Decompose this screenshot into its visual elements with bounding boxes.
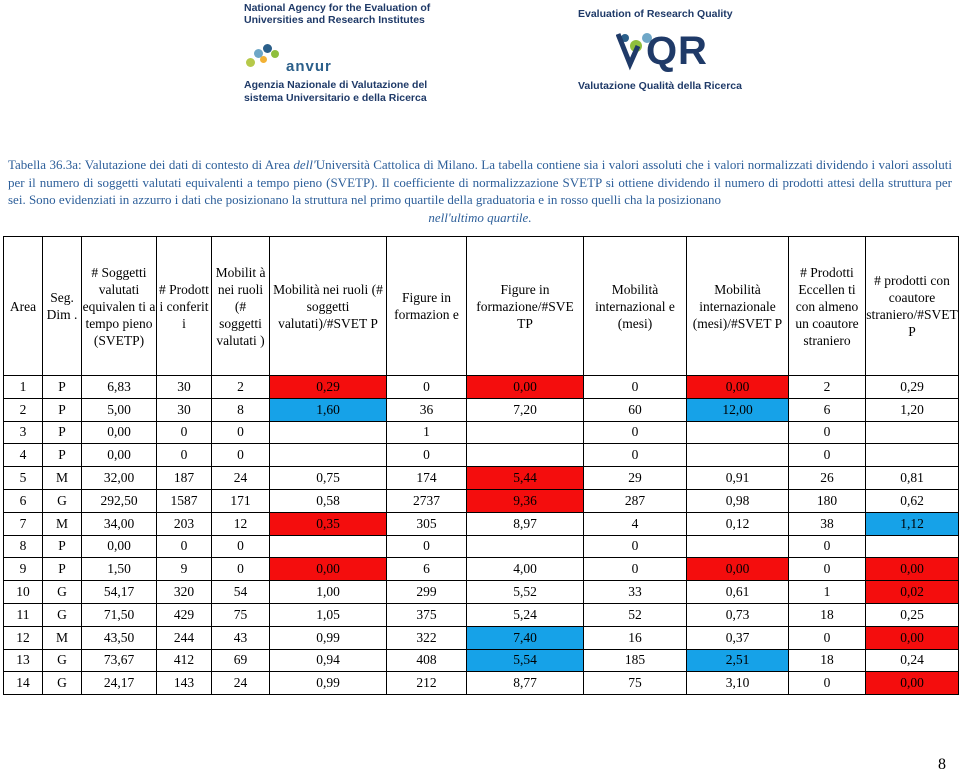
table-cell: 4,00 — [467, 558, 584, 581]
table-cell: P — [43, 558, 82, 581]
table-row — [4, 581, 959, 604]
column-header: Mobilit à nei ruoli (# soggetti valutati ) — [212, 237, 270, 376]
table-cell: 0 — [212, 558, 270, 581]
table-cell: 5 — [4, 467, 43, 490]
table-header-row — [4, 237, 959, 376]
table-cell: 0 — [789, 444, 866, 467]
column-header: Area — [4, 237, 43, 376]
table-cell: G — [43, 489, 82, 512]
table-cell: 0,81 — [866, 467, 959, 490]
caption-text-2: Università Cattolica di Milano. La tabella contiene sia i valori assoluti che i valori normalizzati dividendo i valori assoluti per il numero di soggetti valutati equivalenti a tempo pieno (SVETP). Il coefficiente di normalizzazione SVETP si ottiene dividendo il numero di prodotti attesi della struttura per sei. Sono evidenziati in azzurro i dati che posizionano la struttura nel primo quartile della graduatoria e in rosso quelli cha la posizionano — [8, 157, 952, 207]
table-cell: 6 — [387, 558, 467, 581]
table-cell: 38 — [789, 512, 866, 535]
table-cell: 1,05 — [270, 603, 387, 626]
table-cell: 0 — [212, 444, 270, 467]
table-cell: 0 — [584, 376, 687, 399]
table-cell: 24 — [212, 672, 270, 695]
column-header: Seg. Dim . — [43, 237, 82, 376]
anvur-logo — [244, 2, 444, 104]
table-cell: 2,51 — [687, 649, 789, 672]
table-cell: 0,75 — [270, 467, 387, 490]
table-caption — [8, 156, 952, 226]
table-cell: 6 — [789, 398, 866, 421]
table-cell — [467, 535, 584, 558]
table-cell — [467, 444, 584, 467]
page-number: 8 — [938, 756, 946, 773]
table-cell — [270, 535, 387, 558]
table-cell: 7 — [4, 512, 43, 535]
table-cell: 1 — [4, 376, 43, 399]
table-cell: 171 — [212, 489, 270, 512]
table-row — [4, 535, 959, 558]
table-cell: 29 — [584, 467, 687, 490]
svg-text:R: R — [678, 29, 707, 72]
table-cell: G — [43, 581, 82, 604]
table-row — [4, 421, 959, 444]
table-cell: 1,12 — [866, 512, 959, 535]
table-cell: 71,50 — [82, 603, 157, 626]
table-cell — [866, 444, 959, 467]
column-header: Mobilità internazional e (mesi) — [584, 237, 687, 376]
table-cell: M — [43, 512, 82, 535]
table-row — [4, 467, 959, 490]
table-cell: 0,00 — [866, 672, 959, 695]
table-cell: 0,29 — [866, 376, 959, 399]
table-cell — [687, 535, 789, 558]
table-cell: 0 — [584, 535, 687, 558]
table-cell: 54,17 — [82, 581, 157, 604]
table-cell: 0,91 — [687, 467, 789, 490]
table-cell: 0 — [212, 535, 270, 558]
table-cell: 408 — [387, 649, 467, 672]
table-cell: 6,83 — [82, 376, 157, 399]
table-cell: G — [43, 649, 82, 672]
table-cell: 1587 — [157, 489, 212, 512]
table-cell — [866, 535, 959, 558]
table-cell: P — [43, 398, 82, 421]
table-row — [4, 626, 959, 649]
table-cell — [687, 444, 789, 467]
vqr-mark-icon — [616, 24, 726, 72]
table-cell: 75 — [584, 672, 687, 695]
table-cell: 0 — [789, 626, 866, 649]
table-row — [4, 649, 959, 672]
anvur-dots-icon — [244, 44, 284, 68]
table-cell: 0 — [789, 421, 866, 444]
table-cell: 3,10 — [687, 672, 789, 695]
table-cell: 203 — [157, 512, 212, 535]
table-cell: 7,20 — [467, 398, 584, 421]
caption-italic-2: nell'ultimo quartile. — [428, 209, 532, 225]
agency-name-it-line2: sistema Universitario e della Ricerca — [244, 92, 427, 104]
table-cell: 322 — [387, 626, 467, 649]
table-cell: P — [43, 376, 82, 399]
table-cell: 0,00 — [687, 558, 789, 581]
anvur-brand — [244, 36, 444, 75]
table-cell: 0 — [387, 376, 467, 399]
table-cell: 0 — [387, 444, 467, 467]
table-cell: M — [43, 626, 82, 649]
table-cell: 0 — [157, 535, 212, 558]
table-cell: 32,00 — [82, 467, 157, 490]
table-cell: 1 — [387, 421, 467, 444]
table-cell: 180 — [789, 489, 866, 512]
table-cell: 0 — [212, 421, 270, 444]
table-cell: 33 — [584, 581, 687, 604]
table-cell: 8,97 — [467, 512, 584, 535]
table-cell — [866, 421, 959, 444]
table-cell: 8 — [212, 398, 270, 421]
table-cell: 8 — [4, 535, 43, 558]
column-header: # Prodotti Eccellen ti con almeno un coautore straniero — [789, 237, 866, 376]
table-cell: P — [43, 444, 82, 467]
table-row — [4, 672, 959, 695]
vqr-brand — [616, 24, 748, 72]
vqr-logo — [578, 8, 748, 92]
table-cell: 0 — [789, 558, 866, 581]
table-cell: 0,94 — [270, 649, 387, 672]
column-header: Mobilità internazionale (mesi)/#SVET P — [687, 237, 789, 376]
table-body — [4, 376, 959, 695]
table-cell: 11 — [4, 603, 43, 626]
table-cell: 299 — [387, 581, 467, 604]
table-cell: 292,50 — [82, 489, 157, 512]
table-cell: 0,61 — [687, 581, 789, 604]
table-cell: 0 — [789, 672, 866, 695]
table-cell: 0,00 — [687, 376, 789, 399]
caption-text-1: Tabella 36.3a: Valutazione dei dati di contesto di Area — [8, 157, 294, 172]
table-row — [4, 603, 959, 626]
table-cell: 9 — [157, 558, 212, 581]
caption-italic-1: dell' — [293, 157, 316, 172]
table-cell: 1 — [789, 581, 866, 604]
table-cell: 5,52 — [467, 581, 584, 604]
table-cell: M — [43, 467, 82, 490]
table-cell: 14 — [4, 672, 43, 695]
table-cell: 12 — [212, 512, 270, 535]
table-cell: 7,40 — [467, 626, 584, 649]
table-cell: 8,77 — [467, 672, 584, 695]
table-cell: 9 — [4, 558, 43, 581]
table-cell: 12 — [4, 626, 43, 649]
table-cell: 0 — [789, 535, 866, 558]
table-cell: 212 — [387, 672, 467, 695]
table-cell: 18 — [789, 603, 866, 626]
table-cell: 0,00 — [467, 376, 584, 399]
table-cell: 2737 — [387, 489, 467, 512]
column-header: # Soggetti valutati equivalen ti a tempo pieno (SVETP) — [82, 237, 157, 376]
table-cell: 0,00 — [82, 421, 157, 444]
table-cell: 174 — [387, 467, 467, 490]
table-cell: 30 — [157, 398, 212, 421]
table-cell: 2 — [4, 398, 43, 421]
table-cell: 43 — [212, 626, 270, 649]
table-cell: 0,00 — [82, 535, 157, 558]
table-cell: 1,00 — [270, 581, 387, 604]
table-cell: 0,02 — [866, 581, 959, 604]
table-cell: 0 — [584, 558, 687, 581]
table-cell: 4 — [4, 444, 43, 467]
table-cell: 3 — [4, 421, 43, 444]
table-cell: 0,00 — [866, 558, 959, 581]
table-cell: 0,37 — [687, 626, 789, 649]
table-cell: 0,35 — [270, 512, 387, 535]
table-cell: 4 — [584, 512, 687, 535]
table-cell — [270, 444, 387, 467]
table-cell: 52 — [584, 603, 687, 626]
table-cell: 54 — [212, 581, 270, 604]
table-cell: 187 — [157, 467, 212, 490]
context-data-table — [3, 236, 959, 695]
table-cell: 16 — [584, 626, 687, 649]
table-cell: 13 — [4, 649, 43, 672]
table-cell: 43,50 — [82, 626, 157, 649]
table-cell: 0,25 — [866, 603, 959, 626]
table-cell: 375 — [387, 603, 467, 626]
table-cell: 0,99 — [270, 626, 387, 649]
agency-name-en-line1: National Agency for the Evaluation of — [244, 2, 431, 14]
table-row — [4, 398, 959, 421]
table-cell: 305 — [387, 512, 467, 535]
table-cell: 429 — [157, 603, 212, 626]
table-cell: P — [43, 421, 82, 444]
table-cell: 36 — [387, 398, 467, 421]
column-header: # prodotti con coautore straniero/#SVET P — [866, 237, 959, 376]
table-cell: 2 — [212, 376, 270, 399]
table-cell: 0,12 — [687, 512, 789, 535]
anvur-wordmark: anvur — [286, 58, 332, 75]
evaluation-title-it: Valutazione Qualità della Ricerca — [578, 80, 742, 92]
table-cell: 143 — [157, 672, 212, 695]
table-cell: 244 — [157, 626, 212, 649]
table-cell: 287 — [584, 489, 687, 512]
table-cell: 0,62 — [866, 489, 959, 512]
table-row — [4, 512, 959, 535]
table-row — [4, 558, 959, 581]
column-header: Figure in formazione/#SVE TP — [467, 237, 584, 376]
table-cell — [687, 421, 789, 444]
table-cell: 1,50 — [82, 558, 157, 581]
table-cell: 12,00 — [687, 398, 789, 421]
svg-text:Q: Q — [646, 29, 678, 72]
table-cell: 10 — [4, 581, 43, 604]
table-cell: 0,29 — [270, 376, 387, 399]
table-cell: 26 — [789, 467, 866, 490]
table-cell: 412 — [157, 649, 212, 672]
column-header: Figure in formazion e — [387, 237, 467, 376]
agency-name-en-line2: Universities and Research Institutes — [244, 14, 425, 26]
table-cell: 5,54 — [467, 649, 584, 672]
table-cell: G — [43, 603, 82, 626]
table-cell: 6 — [4, 489, 43, 512]
table-row — [4, 376, 959, 399]
table-cell: 5,00 — [82, 398, 157, 421]
table-cell: 5,24 — [467, 603, 584, 626]
table-cell: 18 — [789, 649, 866, 672]
table-cell: 24,17 — [82, 672, 157, 695]
table-row — [4, 489, 959, 512]
table-cell: 1,60 — [270, 398, 387, 421]
table-cell: 0 — [387, 535, 467, 558]
table-cell: 0 — [584, 421, 687, 444]
agency-name-it-line1: Agenzia Nazionale di Valutazione del — [244, 79, 428, 91]
table-cell: 185 — [584, 649, 687, 672]
table-cell: 9,36 — [467, 489, 584, 512]
table-cell: 0,98 — [687, 489, 789, 512]
table-cell: 0,58 — [270, 489, 387, 512]
table-cell: 0,00 — [866, 626, 959, 649]
table-row — [4, 444, 959, 467]
table-cell: 0 — [157, 421, 212, 444]
table-cell: 60 — [584, 398, 687, 421]
table-cell — [270, 421, 387, 444]
table-cell: 73,67 — [82, 649, 157, 672]
table-cell: 1,20 — [866, 398, 959, 421]
table-cell: 0 — [584, 444, 687, 467]
table-cell: 30 — [157, 376, 212, 399]
table-cell: 0 — [157, 444, 212, 467]
table-cell — [467, 421, 584, 444]
table-cell: 24 — [212, 467, 270, 490]
table-cell: 0,73 — [687, 603, 789, 626]
table-cell: 5,44 — [467, 467, 584, 490]
table-cell: P — [43, 535, 82, 558]
table-cell: 0,99 — [270, 672, 387, 695]
table-cell: 69 — [212, 649, 270, 672]
table-cell: 0,00 — [270, 558, 387, 581]
column-header: # Prodott i conferit i — [157, 237, 212, 376]
table-cell: 320 — [157, 581, 212, 604]
column-header: Mobilità nei ruoli (# soggetti valutati)/#SVET P — [270, 237, 387, 376]
table-cell: G — [43, 672, 82, 695]
table-cell: 0,24 — [866, 649, 959, 672]
table-cell: 0,00 — [82, 444, 157, 467]
table-cell: 75 — [212, 603, 270, 626]
table-cell: 34,00 — [82, 512, 157, 535]
table-cell: 2 — [789, 376, 866, 399]
evaluation-title-en: Evaluation of Research Quality — [578, 8, 733, 20]
